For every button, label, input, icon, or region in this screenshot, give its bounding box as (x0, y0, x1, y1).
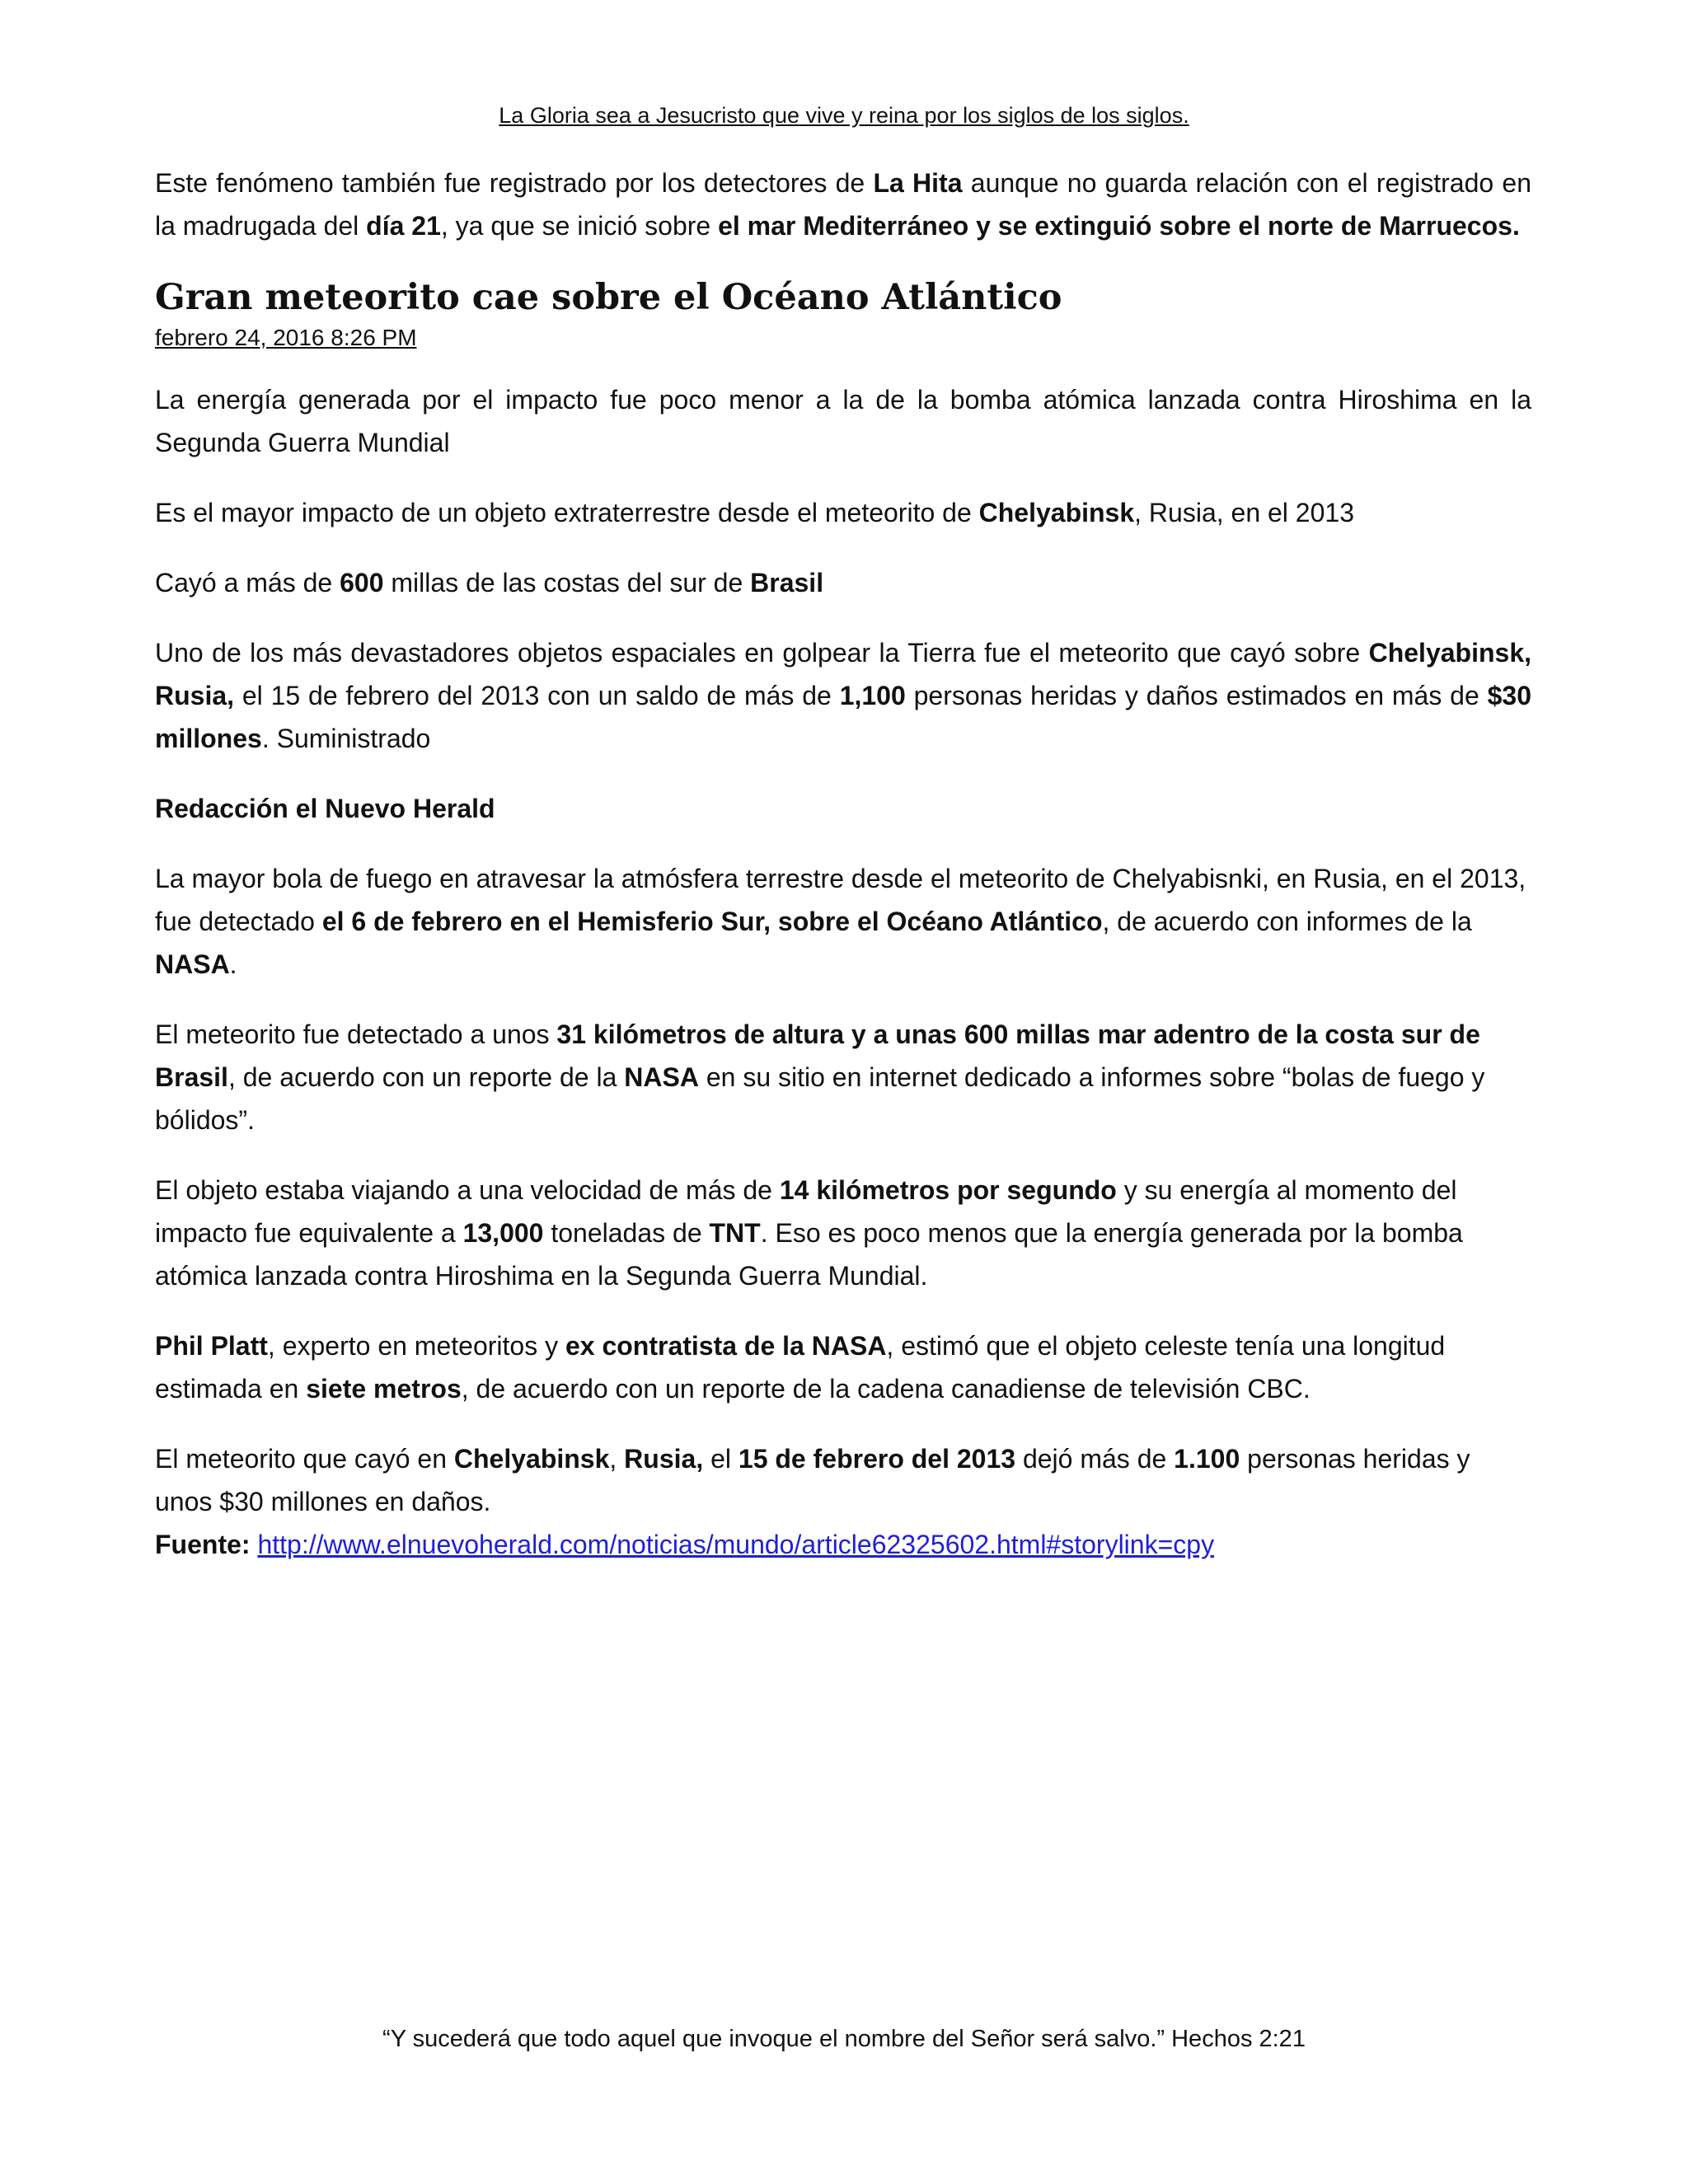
bold-run: Chelyabinsk, Rusia, (155, 638, 1531, 710)
bold-run: La Hita (873, 168, 963, 198)
paragraph-1 (155, 378, 1531, 464)
text-run: personas heridas y daños estimados en más de (905, 681, 1488, 710)
text-run: . (229, 949, 237, 979)
article-date: febrero 24, 2016 8:26 PM (155, 325, 417, 350)
text-run: Cayó a más de (155, 568, 340, 598)
bold-run: siete metros (306, 1374, 462, 1404)
paragraph-4 (155, 631, 1531, 760)
bold-run: 14 kilómetros por segundo (779, 1175, 1117, 1205)
text-run: aunque no guarda relación con el registrado en la madrugada del (155, 168, 1532, 241)
article-title: Gran meteorito cae sobre el Océano Atlántico (155, 277, 1062, 318)
text-run: en su sitio en internet dedicado a informes sobre “bolas de fuego y bólidos”. (155, 1062, 1485, 1135)
paragraph-2 (155, 491, 1531, 534)
text-run: Es el mayor impacto de un objeto extraterrestre desde el meteorito de (155, 498, 979, 527)
bold-run: NASA (155, 949, 230, 979)
bold-run: ex contratista de la NASA (565, 1331, 887, 1361)
text-run: personas heridas y unos $30 millones en daños. (155, 1444, 1470, 1516)
bold-run: Chelyabinsk (978, 498, 1135, 527)
bold-run: 13,000 (462, 1218, 544, 1248)
source-link[interactable]: http://www.elnuevoherald.com/noticias/mundo/article62325602.html#storylink=cpy (257, 1530, 1215, 1559)
text-run: La energía generada por el impacto fue poco menor a la de la bomba atómica lanzada contra Hiroshima en la Segunda Guerra Mundial (155, 385, 1531, 457)
text-run: Este fenómeno también fue registrado por los detectores de (155, 168, 874, 198)
page-header: La Gloria sea a Jesucristo que vive y reina por los siglos de los siglos. (499, 103, 1189, 128)
paragraph-3 (155, 561, 1531, 604)
text-run: . Eso es poco menos que la energía generada por la bomba atómica lanzada contra Hiroshima en la Segunda Guerra Mundial. (155, 1218, 1463, 1291)
text-run: el (703, 1444, 738, 1474)
source-label: Fuente: (155, 1530, 251, 1559)
bold-run: Brasil (750, 568, 824, 598)
bold-run: $30 millones (155, 681, 1532, 753)
bold-run: Phil Platt (155, 1331, 268, 1361)
bold-run: Redacción el Nuevo Herald (155, 794, 495, 823)
bold-run: 31 kilómetros de altura y a unas 600 millas mar adentro de la costa sur de Brasil (155, 1019, 1480, 1092)
text-run: el 15 de febrero del 2013 con un saldo de más de (234, 681, 840, 710)
paragraph-8 (155, 1169, 1531, 1297)
bold-run: el mar Mediterráneo y se extinguió sobre el norte de Marruecos. (718, 211, 1520, 241)
page-footer: “Y sucederá que todo aquel que invoque el nombre del Señor será salvo.” Hechos 2:21 (382, 2026, 1306, 2052)
bold-run: NASA (624, 1062, 699, 1092)
text-run: millas de las costas del sur de (383, 568, 751, 598)
bold-run: 15 de febrero del 2013 (738, 1444, 1016, 1474)
bold-run: 1,100 (839, 681, 906, 710)
text-run: y su energía al momento del impacto fue equivalente a (155, 1175, 1457, 1248)
text-run: , Rusia, en el 2013 (1134, 498, 1354, 527)
intro-paragraph (155, 162, 1531, 247)
text-run: La mayor bola de fuego en atravesar la atmósfera terrestre desde el meteorito de Chelyabisnki, en Rusia, en el 2013, fue detectado (155, 864, 1526, 936)
text-run: , estimó que el objeto celeste tenía una longitud estimada en (155, 1331, 1446, 1404)
text-run: dejó más de (1015, 1444, 1175, 1474)
bold-run: día 21 (366, 211, 441, 241)
paragraph-9 (155, 1324, 1531, 1410)
bold-run: Chelyabinsk (453, 1444, 610, 1474)
text-run: . Suministrado (261, 724, 431, 753)
text-run: , experto en meteoritos y (267, 1331, 565, 1361)
text-run: El meteorito fue detectado a unos (155, 1019, 557, 1049)
bold-run: Rusia, (624, 1444, 704, 1474)
source-line (155, 1523, 1531, 1566)
paragraph-10 (155, 1437, 1531, 1523)
text-run: El meteorito que cayó en (155, 1444, 454, 1474)
bold-run: 1.100 (1174, 1444, 1240, 1474)
text-run: El objeto estaba viajando a una velocidad de más de (155, 1175, 780, 1205)
paragraph-6 (155, 857, 1531, 986)
text-run: , (609, 1444, 625, 1474)
text-run: toneladas de (543, 1218, 710, 1248)
bold-run: TNT (709, 1218, 761, 1248)
text-run: , de acuerdo con un reporte de la (227, 1062, 625, 1092)
text-run: , de acuerdo con un reporte de la cadena canadiense de televisión CBC. (461, 1374, 1311, 1404)
text-run: , de acuerdo con informes de la (1102, 907, 1472, 936)
bold-run: 600 (340, 568, 384, 598)
bold-run: el 6 de febrero en el Hemisferio Sur, sobre el Océano Atlántico (321, 907, 1103, 936)
document-body (155, 162, 1531, 1593)
text-run: , ya que se inició sobre (440, 211, 719, 241)
text-run: Uno de los más devastadores objetos espaciales en golpear la Tierra fue el meteorito que cayó sobre (155, 638, 1369, 668)
byline (155, 787, 1531, 830)
paragraph-7 (155, 1013, 1531, 1141)
